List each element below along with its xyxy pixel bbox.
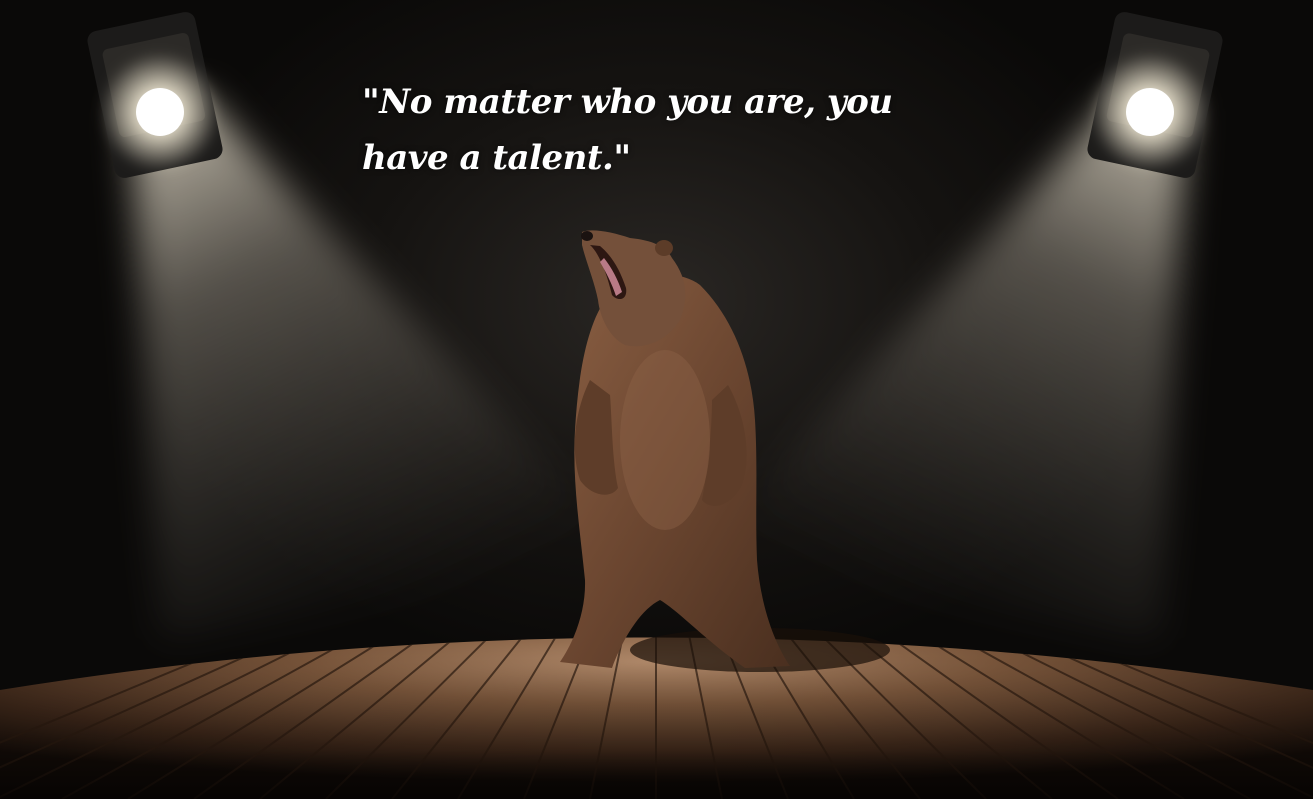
quote-text: "No matter who you are, you have a talent." [362, 82, 893, 178]
